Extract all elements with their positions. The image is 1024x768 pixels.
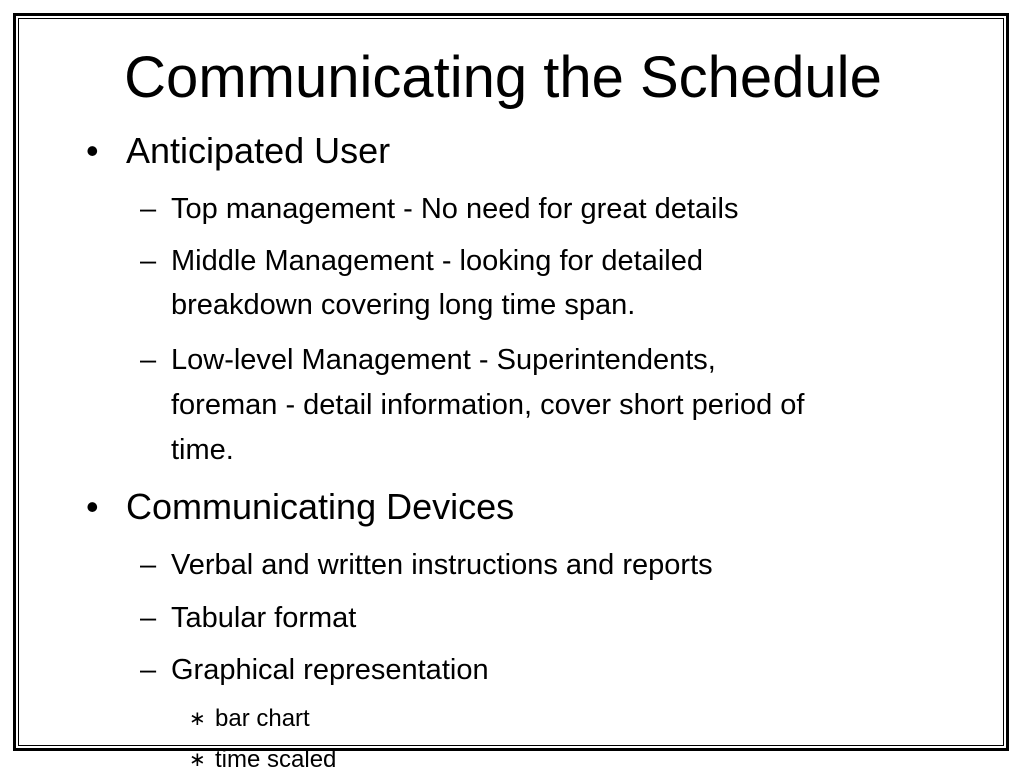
dash-marker: – [140, 602, 157, 634]
asterisk-marker: ∗ [189, 708, 206, 730]
subbullet-text: Low-level Management - Superintendents, [171, 344, 716, 376]
subbullet-text: Top management - No need for great details [171, 193, 739, 225]
dash-marker: – [140, 654, 157, 686]
subbullet-text-continued: time. [171, 434, 234, 466]
bullet-heading-communicating-devices: Communicating Devices [126, 486, 515, 527]
subbullet-text: Middle Management - looking for detailed [171, 245, 703, 277]
subbullet-text: Verbal and written instructions and reports [171, 549, 713, 581]
slide-title: Communicating the Schedule [124, 45, 882, 110]
subbullet-text-continued: breakdown covering long time span. [171, 289, 636, 321]
dash-marker: – [140, 549, 157, 581]
bullet-marker: • [86, 486, 99, 527]
asterisk-marker: ∗ [189, 749, 206, 768]
bullet-marker: • [86, 130, 99, 171]
subbullet-text: Tabular format [171, 602, 357, 634]
slide-frame-inner [18, 18, 1004, 746]
third-level-item: time scaled [215, 746, 337, 768]
subbullet-text-continued: foreman - detail information, cover short period of [171, 389, 805, 421]
bullet-heading-anticipated-user: Anticipated User [126, 130, 391, 171]
third-level-item: bar chart [215, 705, 310, 732]
dash-marker: – [140, 245, 157, 277]
dash-marker: – [140, 344, 157, 376]
subbullet-text: Graphical representation [171, 654, 489, 686]
dash-marker: – [140, 193, 157, 225]
